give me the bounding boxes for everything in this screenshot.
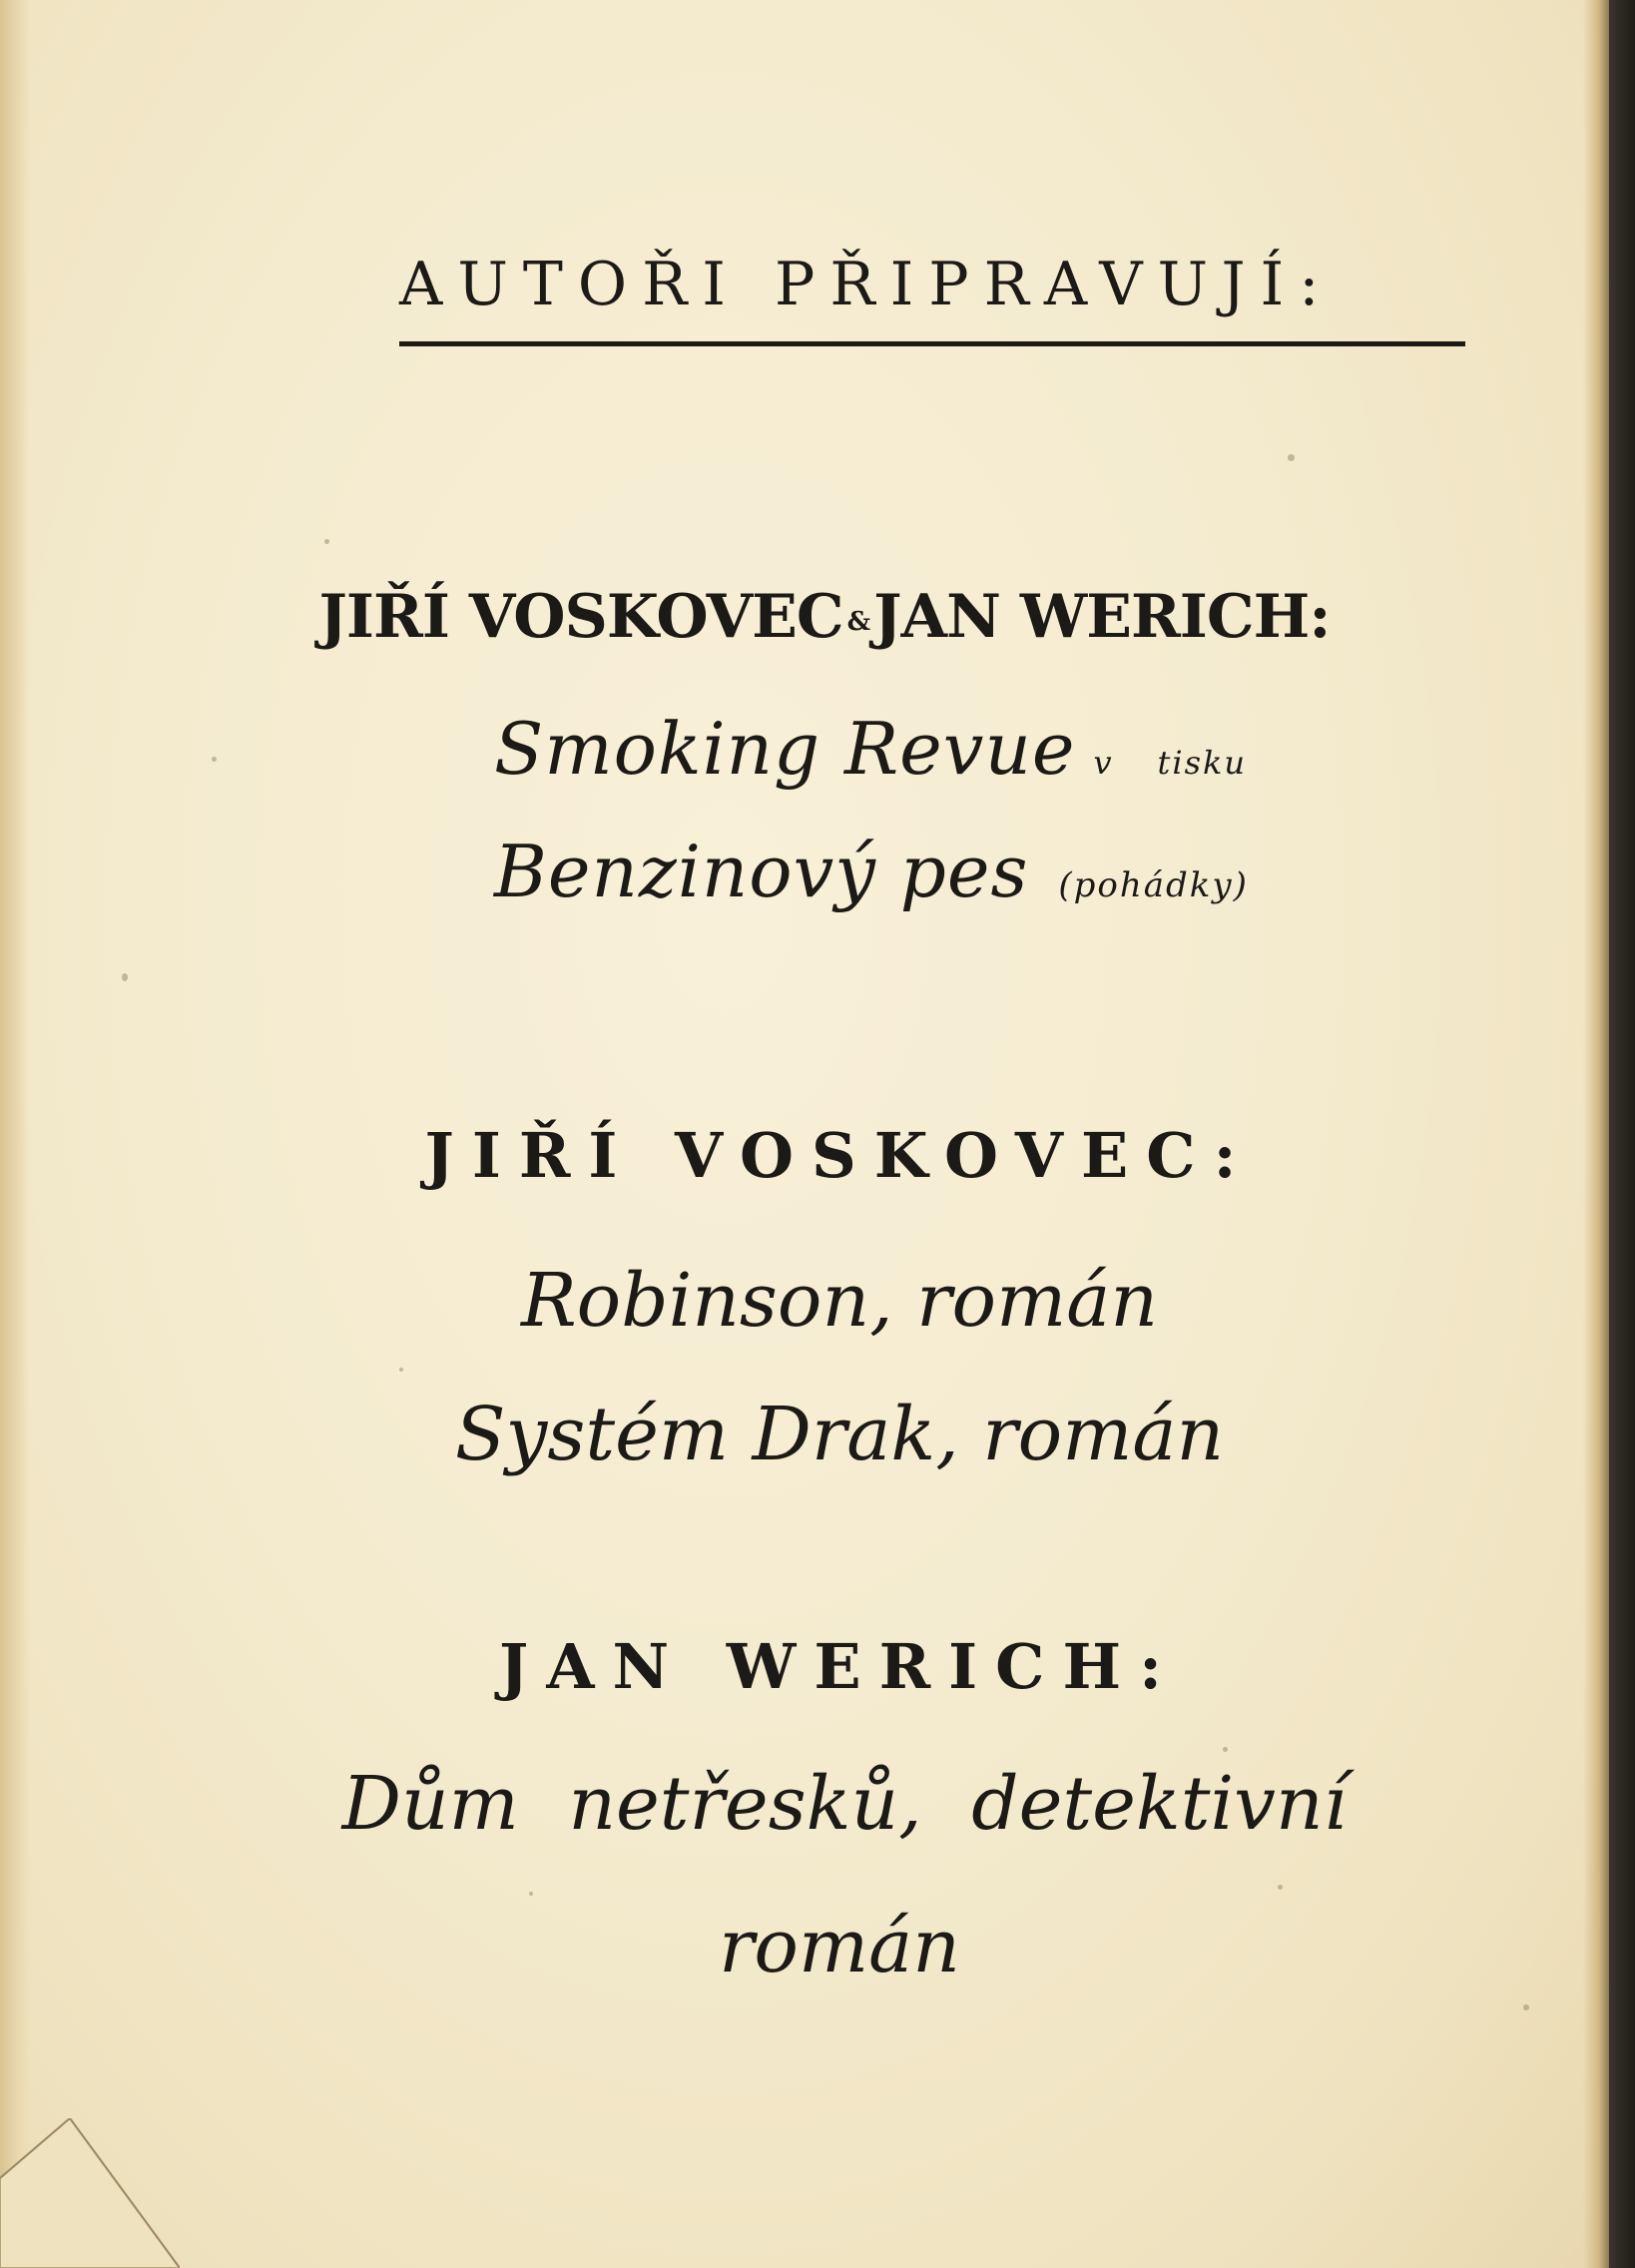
work-title-text: Benzinový pes [494, 830, 1029, 913]
author-name-voskovec: JIŘÍ VOSKOVEC [318, 582, 843, 652]
author-heading-voskovec: JIŘÍ VOSKOVEC: [424, 1119, 1255, 1192]
work-title: Dům netřesků, detektivní [341, 1761, 1348, 1847]
heading-underline [399, 341, 1465, 346]
page-title: AUTOŘI PŘIPRAVUJÍ: [399, 250, 1335, 319]
author-name-werich: JAN WERICH: [873, 582, 1331, 652]
author-heading-voskovec-werich [0, 577, 1609, 662]
heading-block [399, 245, 1465, 324]
work-title [494, 827, 1249, 930]
ampersand: & [846, 606, 870, 637]
work-status-note [1093, 744, 1247, 782]
work-title [494, 704, 1247, 808]
book-cover-edge [1609, 0, 1635, 2268]
author-heading-werich: JAN WERICH: [499, 1630, 1180, 1703]
work-status-note-rest: tisku [1157, 744, 1248, 782]
work-status-note-v: v [1093, 744, 1114, 782]
work-title-continuation: román [719, 1904, 960, 1989]
work-genre-note: (pohádky) [1058, 865, 1249, 905]
work-title: Robinson, román [520, 1258, 1159, 1344]
work-title: Systém Drak, román [454, 1392, 1225, 1477]
work-title-text: Smoking Revue [494, 707, 1076, 791]
